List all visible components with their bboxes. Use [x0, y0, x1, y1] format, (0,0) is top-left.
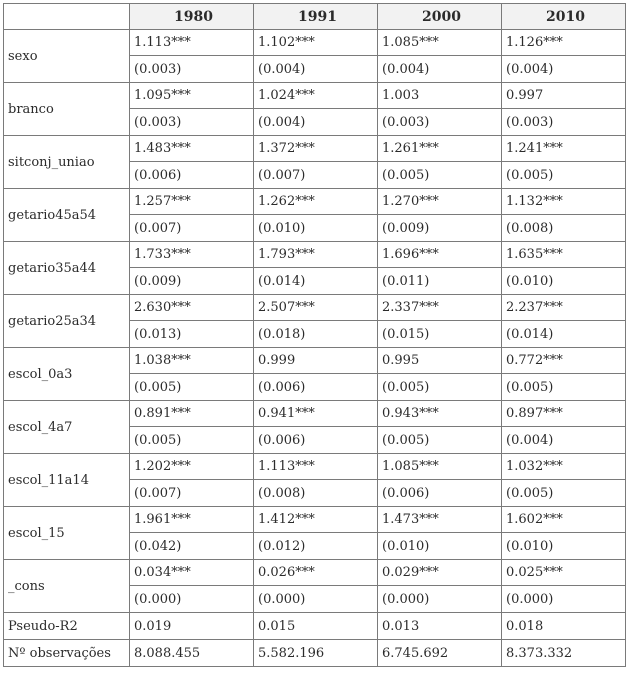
se-cell: (0.009) — [378, 215, 502, 242]
variable-name: sitconj_uniao — [4, 136, 130, 189]
coef-cell: 1.126*** — [502, 30, 626, 56]
coef-cell: 2.337*** — [378, 295, 502, 321]
variable-name: getario45a54 — [4, 189, 130, 242]
se-cell: (0.042) — [130, 533, 254, 560]
header-corner — [4, 4, 130, 30]
stat-value: 5.582.196 — [254, 640, 378, 667]
coef-cell: 1.024*** — [254, 83, 378, 109]
year-header: 2010 — [502, 4, 626, 30]
stat-row — [4, 640, 626, 667]
se-cell: (0.007) — [254, 162, 378, 189]
coef-cell: 0.997 — [502, 83, 626, 109]
coef-cell: 1.261*** — [378, 136, 502, 162]
se-cell: (0.011) — [378, 268, 502, 295]
se-cell: (0.004) — [254, 109, 378, 136]
coef-row — [4, 189, 626, 215]
year-header: 1980 — [130, 4, 254, 30]
se-cell: (0.010) — [502, 533, 626, 560]
stat-value: 6.745.692 — [378, 640, 502, 667]
se-cell: (0.005) — [502, 162, 626, 189]
se-cell: (0.003) — [378, 109, 502, 136]
variable-name: escol_0a3 — [4, 348, 130, 401]
se-cell: (0.007) — [130, 215, 254, 242]
stat-value: 8.088.455 — [130, 640, 254, 667]
coef-cell: 2.507*** — [254, 295, 378, 321]
coef-cell: 0.772*** — [502, 348, 626, 374]
se-cell: (0.005) — [130, 427, 254, 454]
se-cell: (0.005) — [378, 374, 502, 401]
se-cell: (0.004) — [378, 56, 502, 83]
coef-cell: 1.602*** — [502, 507, 626, 533]
se-cell: (0.004) — [254, 56, 378, 83]
variable-name: branco — [4, 83, 130, 136]
variable-name: sexo — [4, 30, 130, 83]
se-cell: (0.008) — [502, 215, 626, 242]
stat-value: 8.373.332 — [502, 640, 626, 667]
se-cell: (0.005) — [378, 162, 502, 189]
se-cell: (0.005) — [502, 374, 626, 401]
year-header: 1991 — [254, 4, 378, 30]
stat-value: 0.019 — [130, 613, 254, 640]
coef-row — [4, 242, 626, 268]
coef-cell: 1.412*** — [254, 507, 378, 533]
se-cell: (0.005) — [502, 480, 626, 507]
coef-cell: 1.113*** — [130, 30, 254, 56]
coef-row — [4, 136, 626, 162]
year-header: 2000 — [378, 4, 502, 30]
se-cell: (0.014) — [502, 321, 626, 348]
coef-cell: 0.034*** — [130, 560, 254, 586]
coef-cell: 1.635*** — [502, 242, 626, 268]
coef-row — [4, 560, 626, 586]
table-body — [4, 30, 626, 667]
se-cell: (0.018) — [254, 321, 378, 348]
coef-cell: 1.085*** — [378, 30, 502, 56]
coef-cell: 1.473*** — [378, 507, 502, 533]
regression-table — [3, 3, 626, 667]
se-cell: (0.010) — [254, 215, 378, 242]
coef-cell: 1.961*** — [130, 507, 254, 533]
coef-cell: 1.032*** — [502, 454, 626, 480]
se-cell: (0.003) — [502, 109, 626, 136]
stat-label: Pseudo-R2 — [4, 613, 130, 640]
coef-cell: 0.941*** — [254, 401, 378, 427]
coef-cell: 1.102*** — [254, 30, 378, 56]
variable-name: escol_4a7 — [4, 401, 130, 454]
coef-cell: 0.943*** — [378, 401, 502, 427]
se-cell: (0.010) — [502, 268, 626, 295]
se-cell: (0.005) — [130, 374, 254, 401]
se-cell: (0.000) — [502, 586, 626, 613]
se-cell: (0.000) — [130, 586, 254, 613]
variable-name: getario25a34 — [4, 295, 130, 348]
coef-cell: 1.113*** — [254, 454, 378, 480]
se-cell: (0.008) — [254, 480, 378, 507]
coef-cell: 1.262*** — [254, 189, 378, 215]
coef-row — [4, 83, 626, 109]
stat-row — [4, 613, 626, 640]
coef-cell: 1.241*** — [502, 136, 626, 162]
stat-value: 0.013 — [378, 613, 502, 640]
se-cell: (0.003) — [130, 56, 254, 83]
coef-cell: 1.132*** — [502, 189, 626, 215]
se-cell: (0.007) — [130, 480, 254, 507]
coef-cell: 0.026*** — [254, 560, 378, 586]
coef-cell: 1.793*** — [254, 242, 378, 268]
coef-cell: 0.995 — [378, 348, 502, 374]
coef-cell: 1.095*** — [130, 83, 254, 109]
coef-cell: 1.696*** — [378, 242, 502, 268]
se-cell: (0.000) — [254, 586, 378, 613]
coef-cell: 0.025*** — [502, 560, 626, 586]
coef-cell: 1.202*** — [130, 454, 254, 480]
variable-name: getario35a44 — [4, 242, 130, 295]
coef-row — [4, 507, 626, 533]
se-cell: (0.004) — [502, 427, 626, 454]
se-cell: (0.005) — [378, 427, 502, 454]
header-row — [4, 4, 626, 30]
variable-name: escol_15 — [4, 507, 130, 560]
coef-row — [4, 295, 626, 321]
se-cell: (0.006) — [254, 427, 378, 454]
se-cell: (0.009) — [130, 268, 254, 295]
coef-cell: 1.270*** — [378, 189, 502, 215]
coef-row — [4, 30, 626, 56]
se-cell: (0.010) — [378, 533, 502, 560]
coef-cell: 0.897*** — [502, 401, 626, 427]
se-cell: (0.014) — [254, 268, 378, 295]
coef-cell: 0.891*** — [130, 401, 254, 427]
variable-name: _cons — [4, 560, 130, 613]
se-cell: (0.013) — [130, 321, 254, 348]
variable-name: escol_11a14 — [4, 454, 130, 507]
se-cell: (0.003) — [130, 109, 254, 136]
stat-value: 0.015 — [254, 613, 378, 640]
stat-value: 0.018 — [502, 613, 626, 640]
coef-cell: 1.257*** — [130, 189, 254, 215]
coef-row — [4, 401, 626, 427]
stat-label: Nº observações — [4, 640, 130, 667]
se-cell: (0.006) — [254, 374, 378, 401]
coef-cell: 1.733*** — [130, 242, 254, 268]
coef-cell: 0.029*** — [378, 560, 502, 586]
coef-cell: 2.630*** — [130, 295, 254, 321]
coef-cell: 1.483*** — [130, 136, 254, 162]
coef-cell: 0.999 — [254, 348, 378, 374]
se-cell: (0.006) — [130, 162, 254, 189]
coef-cell: 1.038*** — [130, 348, 254, 374]
se-cell: (0.006) — [378, 480, 502, 507]
se-cell: (0.000) — [378, 586, 502, 613]
coef-row — [4, 348, 626, 374]
coef-cell: 1.372*** — [254, 136, 378, 162]
coef-cell: 1.085*** — [378, 454, 502, 480]
coef-row — [4, 454, 626, 480]
coef-cell: 2.237*** — [502, 295, 626, 321]
se-cell: (0.004) — [502, 56, 626, 83]
se-cell: (0.012) — [254, 533, 378, 560]
coef-cell: 1.003 — [378, 83, 502, 109]
se-cell: (0.015) — [378, 321, 502, 348]
